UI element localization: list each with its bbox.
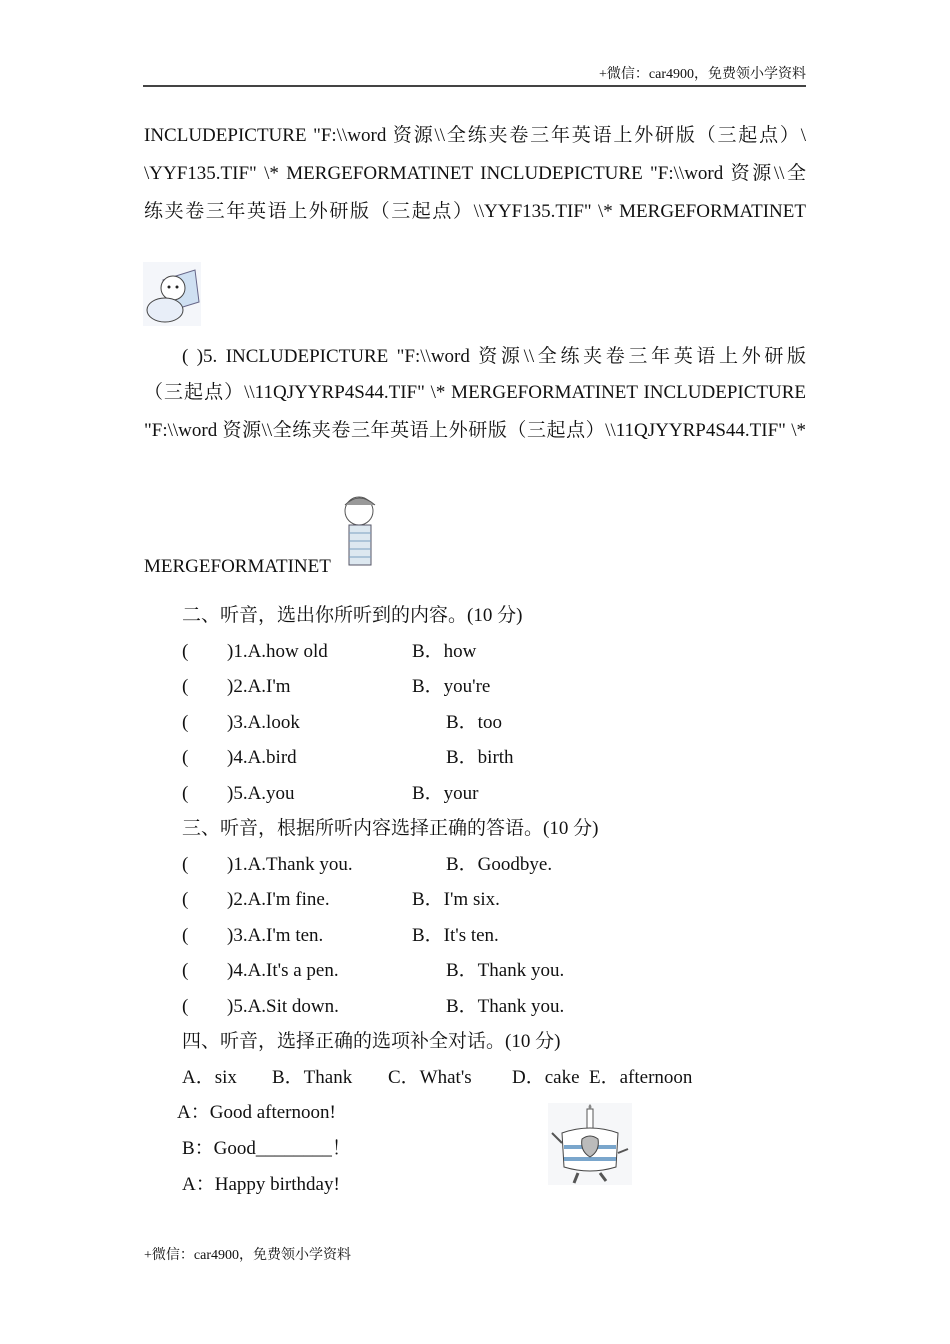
option-b: B．you're [412,676,491,697]
dialog-line: A：Good afternoon! [177,1102,336,1123]
option-a: )1.A.how old [227,641,328,662]
word-option: C．What's [388,1067,472,1088]
option-b: B．how [412,641,477,662]
question-5-line: "F:\\word 资源\\全练夹卷三年英语上外研版（三起点）\\11QJYYRP4S44.TIF" \* [144,420,806,441]
field-code-line: \YYF135.TIF" \* MERGEFORMATINET INCLUDEPICTURE "F:\\word 资源\\全 [144,163,806,184]
birthday-cake-illustration [548,1103,632,1185]
option-a: )2.A.I'm fine. [227,889,330,910]
answer-paren: ( [182,960,189,981]
answer-paren: ( [182,925,189,946]
answer-paren: ( [182,747,189,768]
word-option: B．Thank [272,1067,353,1088]
header-note: +微信：car4900，免费领小学资料 [599,67,806,82]
option-b: B．your [412,783,479,804]
option-a: )4.A.bird [227,747,297,768]
option-a: )3.A.look [227,712,300,733]
question-row [0,888,950,912]
word-option: A．six [182,1067,237,1088]
baby-illustration [143,262,201,326]
option-a: )5.A.you [227,783,295,804]
question-5-line: MERGEFORMATINET [144,556,331,577]
question-row [0,782,950,806]
option-a: )3.A.I'm ten. [227,925,324,946]
answer-paren: ( [182,712,189,733]
dialog-line: A：Happy birthday! [182,1174,340,1195]
answer-paren: ( [182,783,189,804]
option-b: B．Goodbye. [446,854,553,875]
section-4-title: 四、听音，选择正确的选项补全对话。(10 分) [182,1031,561,1052]
boy-illustration [335,493,385,573]
answer-paren: ( [182,889,189,910]
header-rule [143,85,806,87]
option-a: )5.A.Sit down. [227,996,339,1017]
option-b: B．birth [446,747,514,768]
option-b: B．It's ten. [412,925,499,946]
option-a: )1.A.Thank you. [227,854,353,875]
question-row [0,675,950,699]
question-row [0,853,950,877]
field-code-line: 练夹卷三年英语上外研版（三起点）\\YYF135.TIF" \* MERGEFORMATINET [144,201,806,222]
option-b: B．Thank you. [446,960,565,981]
question-row [0,995,950,1019]
question-row [0,711,950,735]
question-5-line: ( )5. INCLUDEPICTURE "F:\\word 资源\\全练夹卷三年英语上外研版 [182,346,806,367]
answer-paren: ( [182,676,189,697]
option-a: )2.A.I'm [227,676,291,697]
word-option: E．afternoon [589,1067,693,1088]
question-row [0,924,950,948]
section-3-title: 三、听音，根据所听内容选择正确的答语。(10 分) [182,818,599,839]
option-b: B．I'm six. [412,889,500,910]
field-code-line: INCLUDEPICTURE "F:\\word 资源\\全练夹卷三年英语上外研版（三起点）\ [144,125,806,146]
option-b: B．Thank you. [446,996,565,1017]
section-2-title: 二、听音，选出你所听到的内容。(10 分) [182,605,523,626]
option-b: B．too [446,712,502,733]
word-option: D．cake [512,1067,580,1088]
answer-paren: ( [182,854,189,875]
question-row [0,640,950,664]
answer-paren: ( [182,996,189,1017]
dialog-line: B：Good________！ [182,1138,351,1159]
word-bank [0,1066,950,1090]
question-5-line: （三起点）\\11QJYYRP4S44.TIF" \* MERGEFORMATINET INCLUDEPICTURE [144,382,806,403]
footer-note: +微信：car4900，免费领小学资料 [144,1248,351,1263]
answer-paren: ( [182,641,189,662]
option-a: )4.A.It's a pen. [227,960,339,981]
question-row [0,746,950,770]
question-row [0,959,950,983]
